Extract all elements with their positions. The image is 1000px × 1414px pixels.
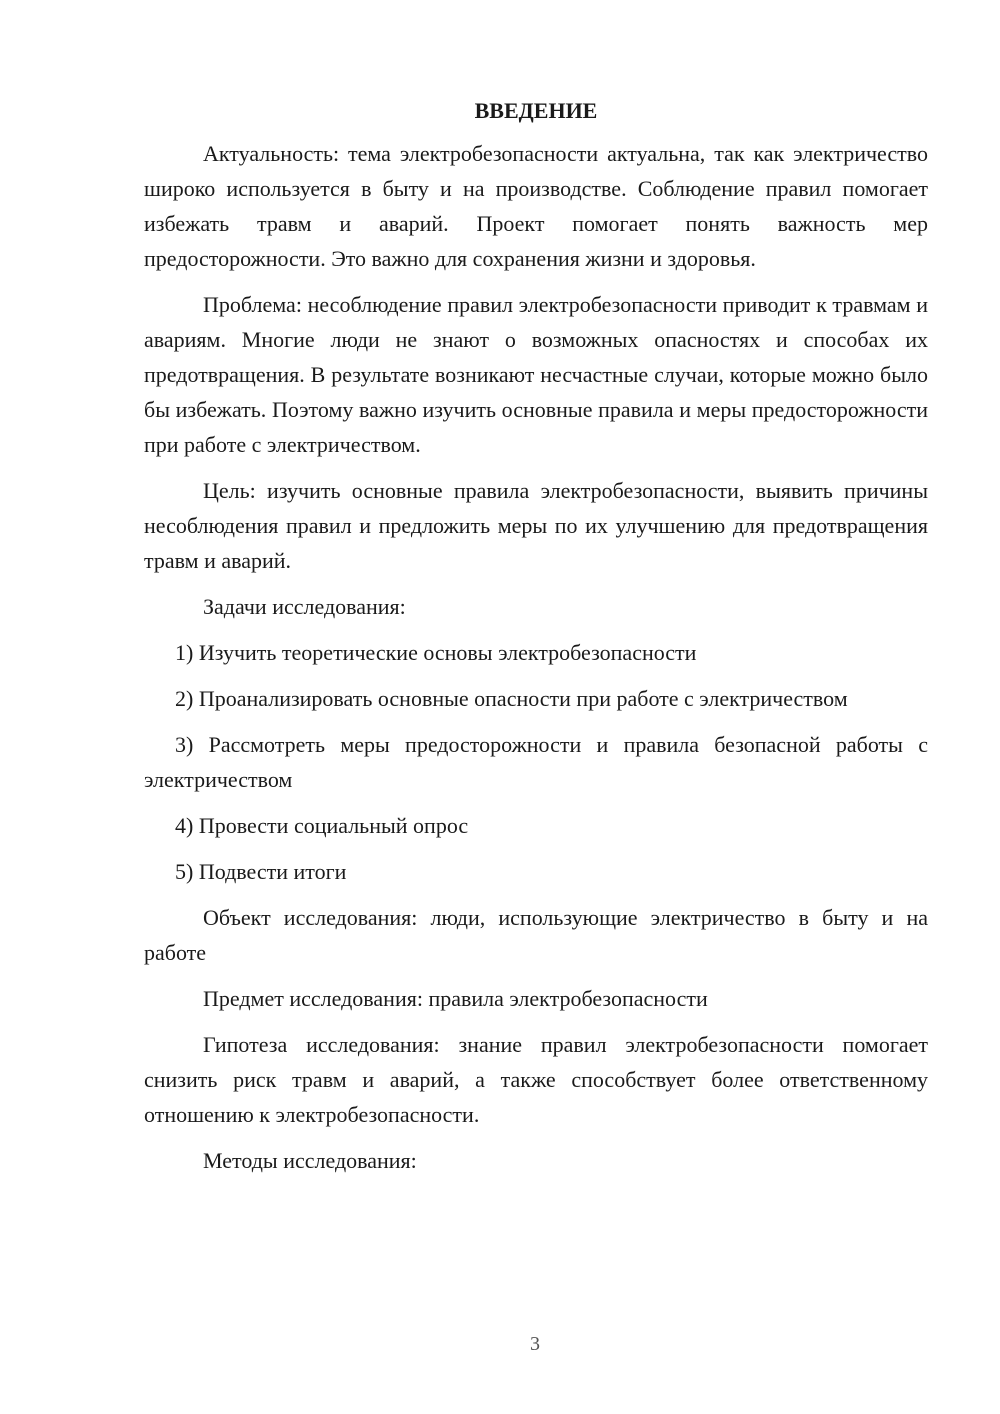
page-content bbox=[144, 96, 928, 1189]
subject-paragraph: Предмет исследования: правила электробезопасности bbox=[203, 986, 708, 1011]
page-number: 3 bbox=[530, 1333, 540, 1355]
task-item-2: 2) Проанализировать основные опасности при работе с электричеством bbox=[175, 686, 848, 711]
task-item-4: 4) Провести социальный опрос bbox=[175, 813, 469, 838]
task-item-1: 1) Изучить теоретические основы электробезопасности bbox=[175, 640, 697, 665]
relevance-paragraph: Актуальность: тема электробезопасности актуальна, так как электричество широко используется в быту и на производстве. Соблюдение правил помогает избежать травм и аварий. Проект помогает понять важность мер предосторожности. Это важно для сохранения жизни и здоровья. bbox=[144, 141, 928, 271]
object-paragraph: Объект исследования: люди, использующие электричество в быту и на работе bbox=[144, 905, 928, 965]
problem-paragraph: Проблема: несоблюдение правил электробезопасности приводит к травмам и авариям. Многие люди не знают о возможных опасностях и способах их предотвращения. В результате возникают несчастные случаи, которые можно было бы избежать. Поэтому важно изучить основные правила и меры предосторожности при работе с электричеством. bbox=[144, 292, 928, 457]
task-item-5: 5) Подвести итоги bbox=[175, 859, 347, 884]
task-item-3: 3) Рассмотреть меры предосторожности и правила безопасной работы с электричеством bbox=[144, 732, 928, 792]
section-heading: ВВЕДЕНИЕ bbox=[474, 98, 598, 123]
methods-paragraph: Методы исследования: bbox=[203, 1148, 417, 1173]
hypothesis-paragraph: Гипотеза исследования: знание правил электробезопасности помогает снизить риск травм и аварий, а также способствует более ответственному отношению к электробезопасности. bbox=[144, 1032, 928, 1127]
goal-paragraph: Цель: изучить основные правила электробезопасности, выявить причины несоблюдения правил и предложить меры по их улучшению для предотвращения травм и аварий. bbox=[144, 478, 928, 573]
tasks-heading-paragraph: Задачи исследования: bbox=[203, 594, 406, 619]
